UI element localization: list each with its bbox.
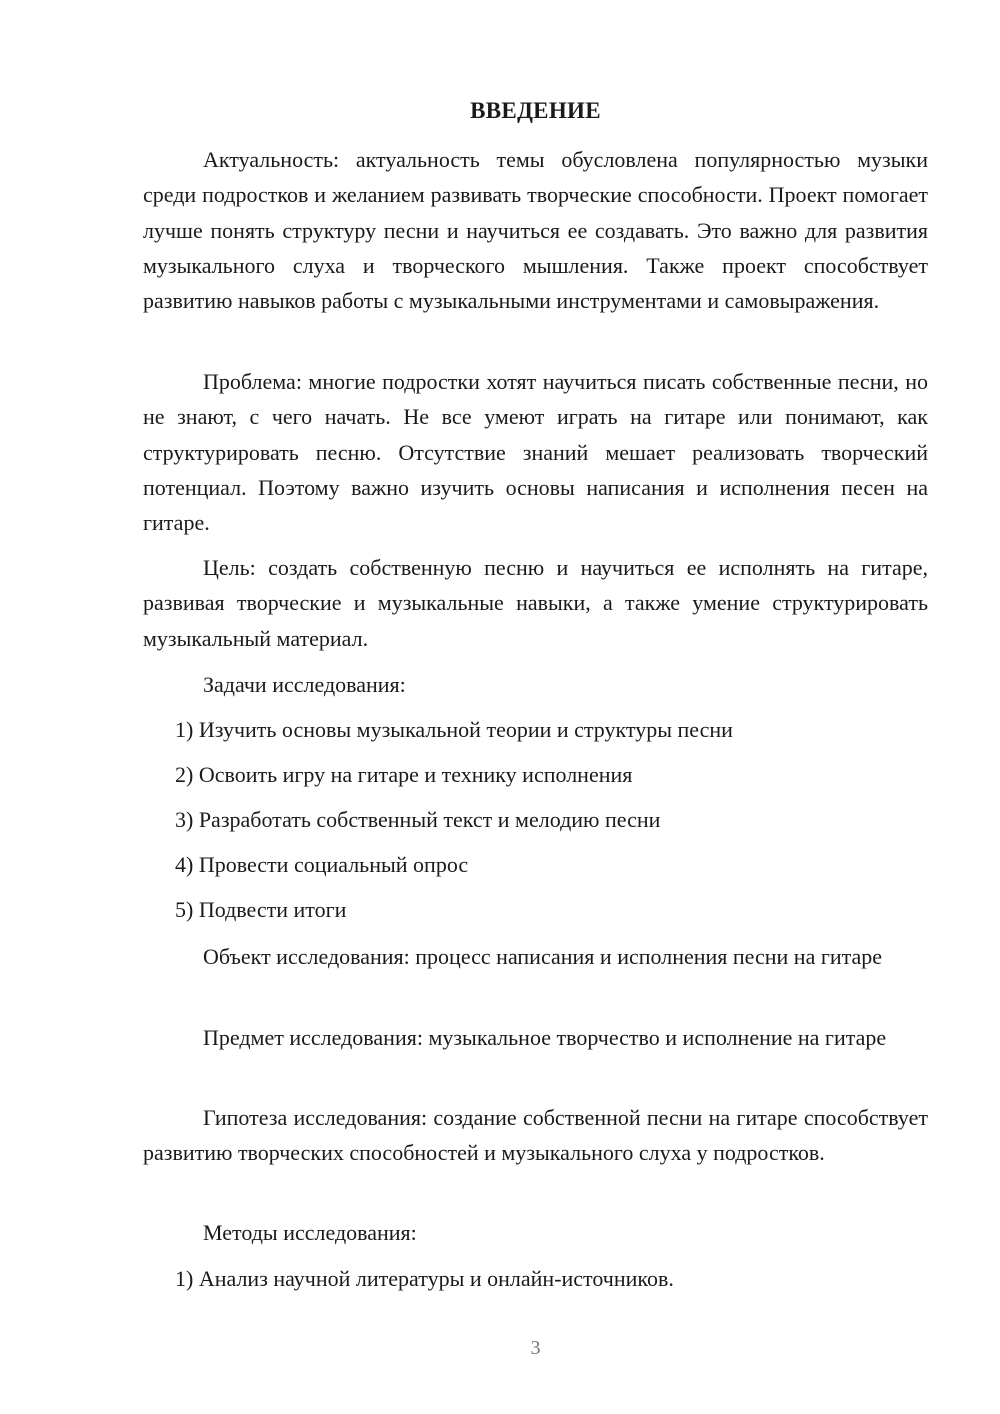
tasks-heading: Задачи исследования: [203, 672, 406, 697]
paragraph-relevance: Актуальность: актуальность темы обусловлена популярностью музыки среди подростков и желанием развивать творческие способности. Проект помогает лучше понять структуру песни и научиться ее создавать. Это важно для развития музыкального слуха и творческого мышления. Также проект способствует развитию навыков работы с музыкальными инструментами и самовыражения. [143, 147, 928, 314]
section-title: ВВЕДЕНИЕ [470, 98, 601, 123]
task-item-5: 5) Подвести итоги [175, 897, 347, 922]
method-item-1: 1) Анализ научной литературы и онлайн-источников. [175, 1266, 674, 1291]
paragraph-subject: Предмет исследования: музыкальное творчество и исполнение на гитаре [203, 1025, 887, 1050]
paragraph-object: Объект исследования: процесс написания и исполнения песни на гитаре [203, 944, 883, 969]
task-item-3: 3) Разработать собственный текст и мелодию песни [175, 807, 661, 832]
paragraph-problem: Проблема: многие подростки хотят научиться писать собственные песни, но не знают, с чего начать. Не все умеют играть на гитаре или понимают, как структурировать песню. Отсутствие знаний мешает реализовать творческий потенциал. Поэтому важно изучить основы написания и исполнения песен на гитаре. [143, 369, 928, 536]
methods-heading: Методы исследования: [203, 1220, 417, 1245]
paragraph-hypothesis: Гипотеза исследования: создание собственной песни на гитаре способствует развитию творческих способностей и музыкального слуха у подростков. [143, 1105, 928, 1166]
document-page [143, 0, 928, 1414]
task-item-1: 1) Изучить основы музыкальной теории и структуры песни [175, 717, 733, 742]
task-item-4: 4) Провести социальный опрос [175, 852, 469, 877]
task-item-2: 2) Освоить игру на гитаре и технику исполнения [175, 762, 633, 787]
paragraph-goal: Цель: создать собственную песню и научиться ее исполнять на гитаре, развивая творческие и музыкальные навыки, а также умение структурировать музыкальный материал. [143, 555, 928, 651]
page-number: 3 [530, 1337, 541, 1359]
